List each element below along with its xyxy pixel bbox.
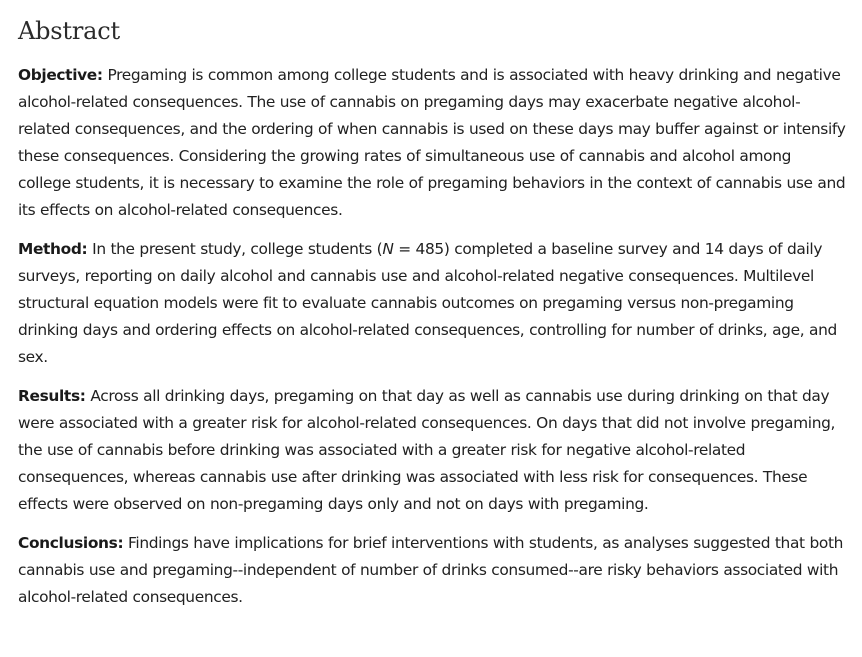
- sample-size-symbol: N: [382, 240, 394, 258]
- objective-paragraph: [18, 62, 848, 224]
- method-text-start: In the present study, college students (: [92, 240, 383, 258]
- results-paragraph: [18, 383, 848, 518]
- conclusions-label: Conclusions:: [18, 534, 124, 552]
- objective-label: Objective:: [18, 66, 103, 84]
- conclusions-text: Findings have implications for brief interventions with students, as analyses suggested that both cannabis use and pregaming--independent of number of drinks consumed--are risky behaviors associated with alcohol-related consequences.: [18, 534, 844, 606]
- abstract-heading: Abstract: [18, 17, 120, 45]
- objective-text: Pregaming is common among college students and is associated with heavy drinking and negative alcohol-related consequences. The use of cannabis on pregaming days may exacerbate negative alcohol-related consequences, and the ordering of when cannabis is used on these days may buffer against or intensify these consequences. Considering the growing rates of simultaneous use of cannabis and alcohol among college students, it is necessary to examine the role of pregaming behaviors in the context of cannabis use and its effects on alcohol-related consequences.: [18, 66, 846, 219]
- method-label: Method:: [18, 240, 88, 258]
- results-label: Results:: [18, 387, 86, 405]
- abstract-section: [18, 14, 848, 623]
- method-paragraph: [18, 236, 848, 371]
- method-text-end: = 485) completed a baseline survey and 14 days of daily surveys, reporting on daily alcohol and cannabis use and alcohol-related negative consequences. Multilevel structural equation models were fit to evaluate cannabis outcomes on pregaming versus non-pregaming drinking days and ordering effects on alcohol-related consequences, controlling for number of drinks, age, and sex.: [18, 240, 837, 366]
- conclusions-paragraph: [18, 530, 848, 611]
- results-text: Across all drinking days, pregaming on that day as well as cannabis use during drinking on that day were associated with a greater risk for alcohol-related consequences. On days that did not involve pregaming, the use of cannabis before drinking was associated with a greater risk for negative alcohol-related consequences, whereas cannabis use after drinking was associated with less risk for consequences. These effects were observed on non-pregaming days only and not on days with pregaming.: [18, 387, 836, 513]
